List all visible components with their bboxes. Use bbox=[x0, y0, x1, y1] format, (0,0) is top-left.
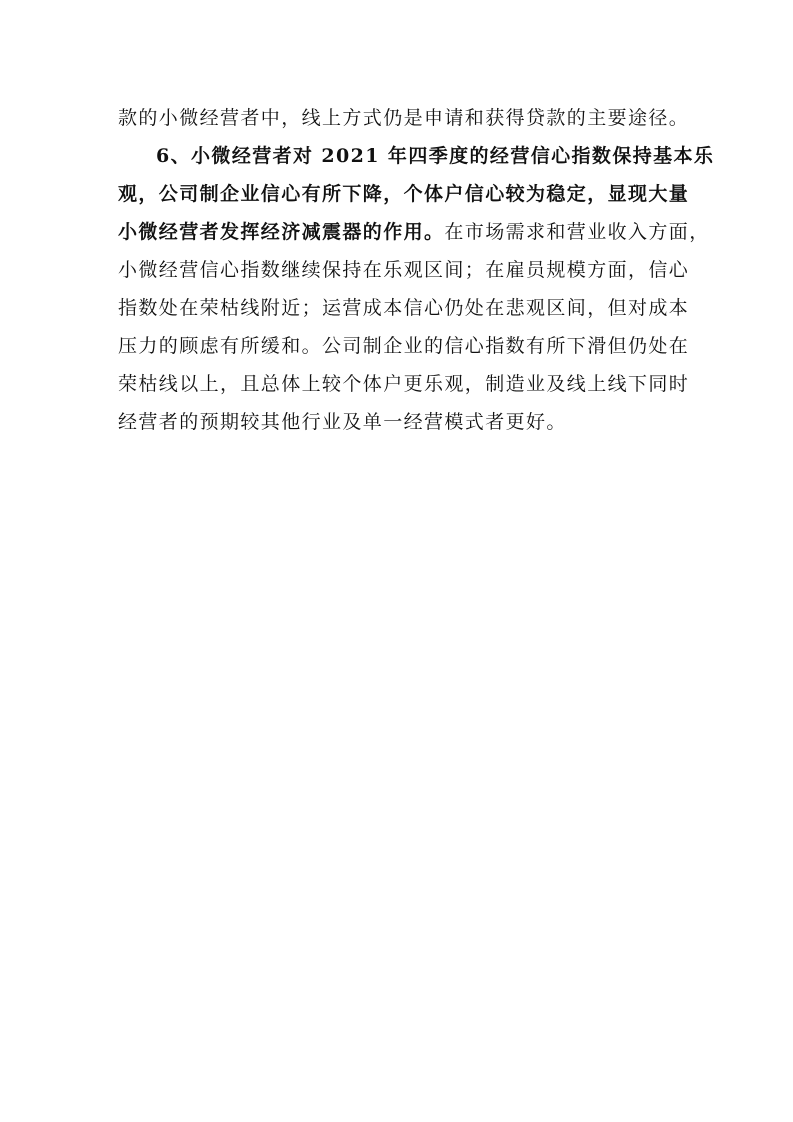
body-text bbox=[118, 100, 715, 442]
paragraph-line: 荣枯线以上，且总体上较个体户更乐观，制造业及线上线下同时 bbox=[118, 373, 690, 395]
paragraph-line: 指数处在荣枯线附近；运营成本信心仍处在悲观区间，但对成本 bbox=[118, 297, 690, 319]
paragraph-line: 经营者的预期较其他行业及单一经营模式者更好。 bbox=[118, 411, 567, 433]
paragraph-line: 款的小微经营者中，线上方式仍是申请和获得贷款的主要途径。 bbox=[118, 107, 690, 129]
paragraph-line: 小微经营信心指数继续保持在乐观区间；在雇员规模方面，信心 bbox=[118, 259, 690, 281]
paragraph-line-bold: 观，公司制企业信心有所下降，个体户信心较为稳定，显现大量 bbox=[118, 183, 690, 205]
paragraph-line-mixed bbox=[118, 214, 710, 252]
paragraph-line: 压力的顾虑有所缓和。公司制企业的信心指数有所下滑但仍处在 bbox=[118, 335, 690, 357]
paragraph-line-bold: 6、小微经营者对 2021 年四季度的经营信心指数保持基本乐 bbox=[156, 145, 715, 167]
regular-segment: 在市场需求和营业收入方面， bbox=[444, 221, 710, 243]
bold-segment: 小微经营者发挥经济减震器的作用。 bbox=[118, 221, 445, 243]
